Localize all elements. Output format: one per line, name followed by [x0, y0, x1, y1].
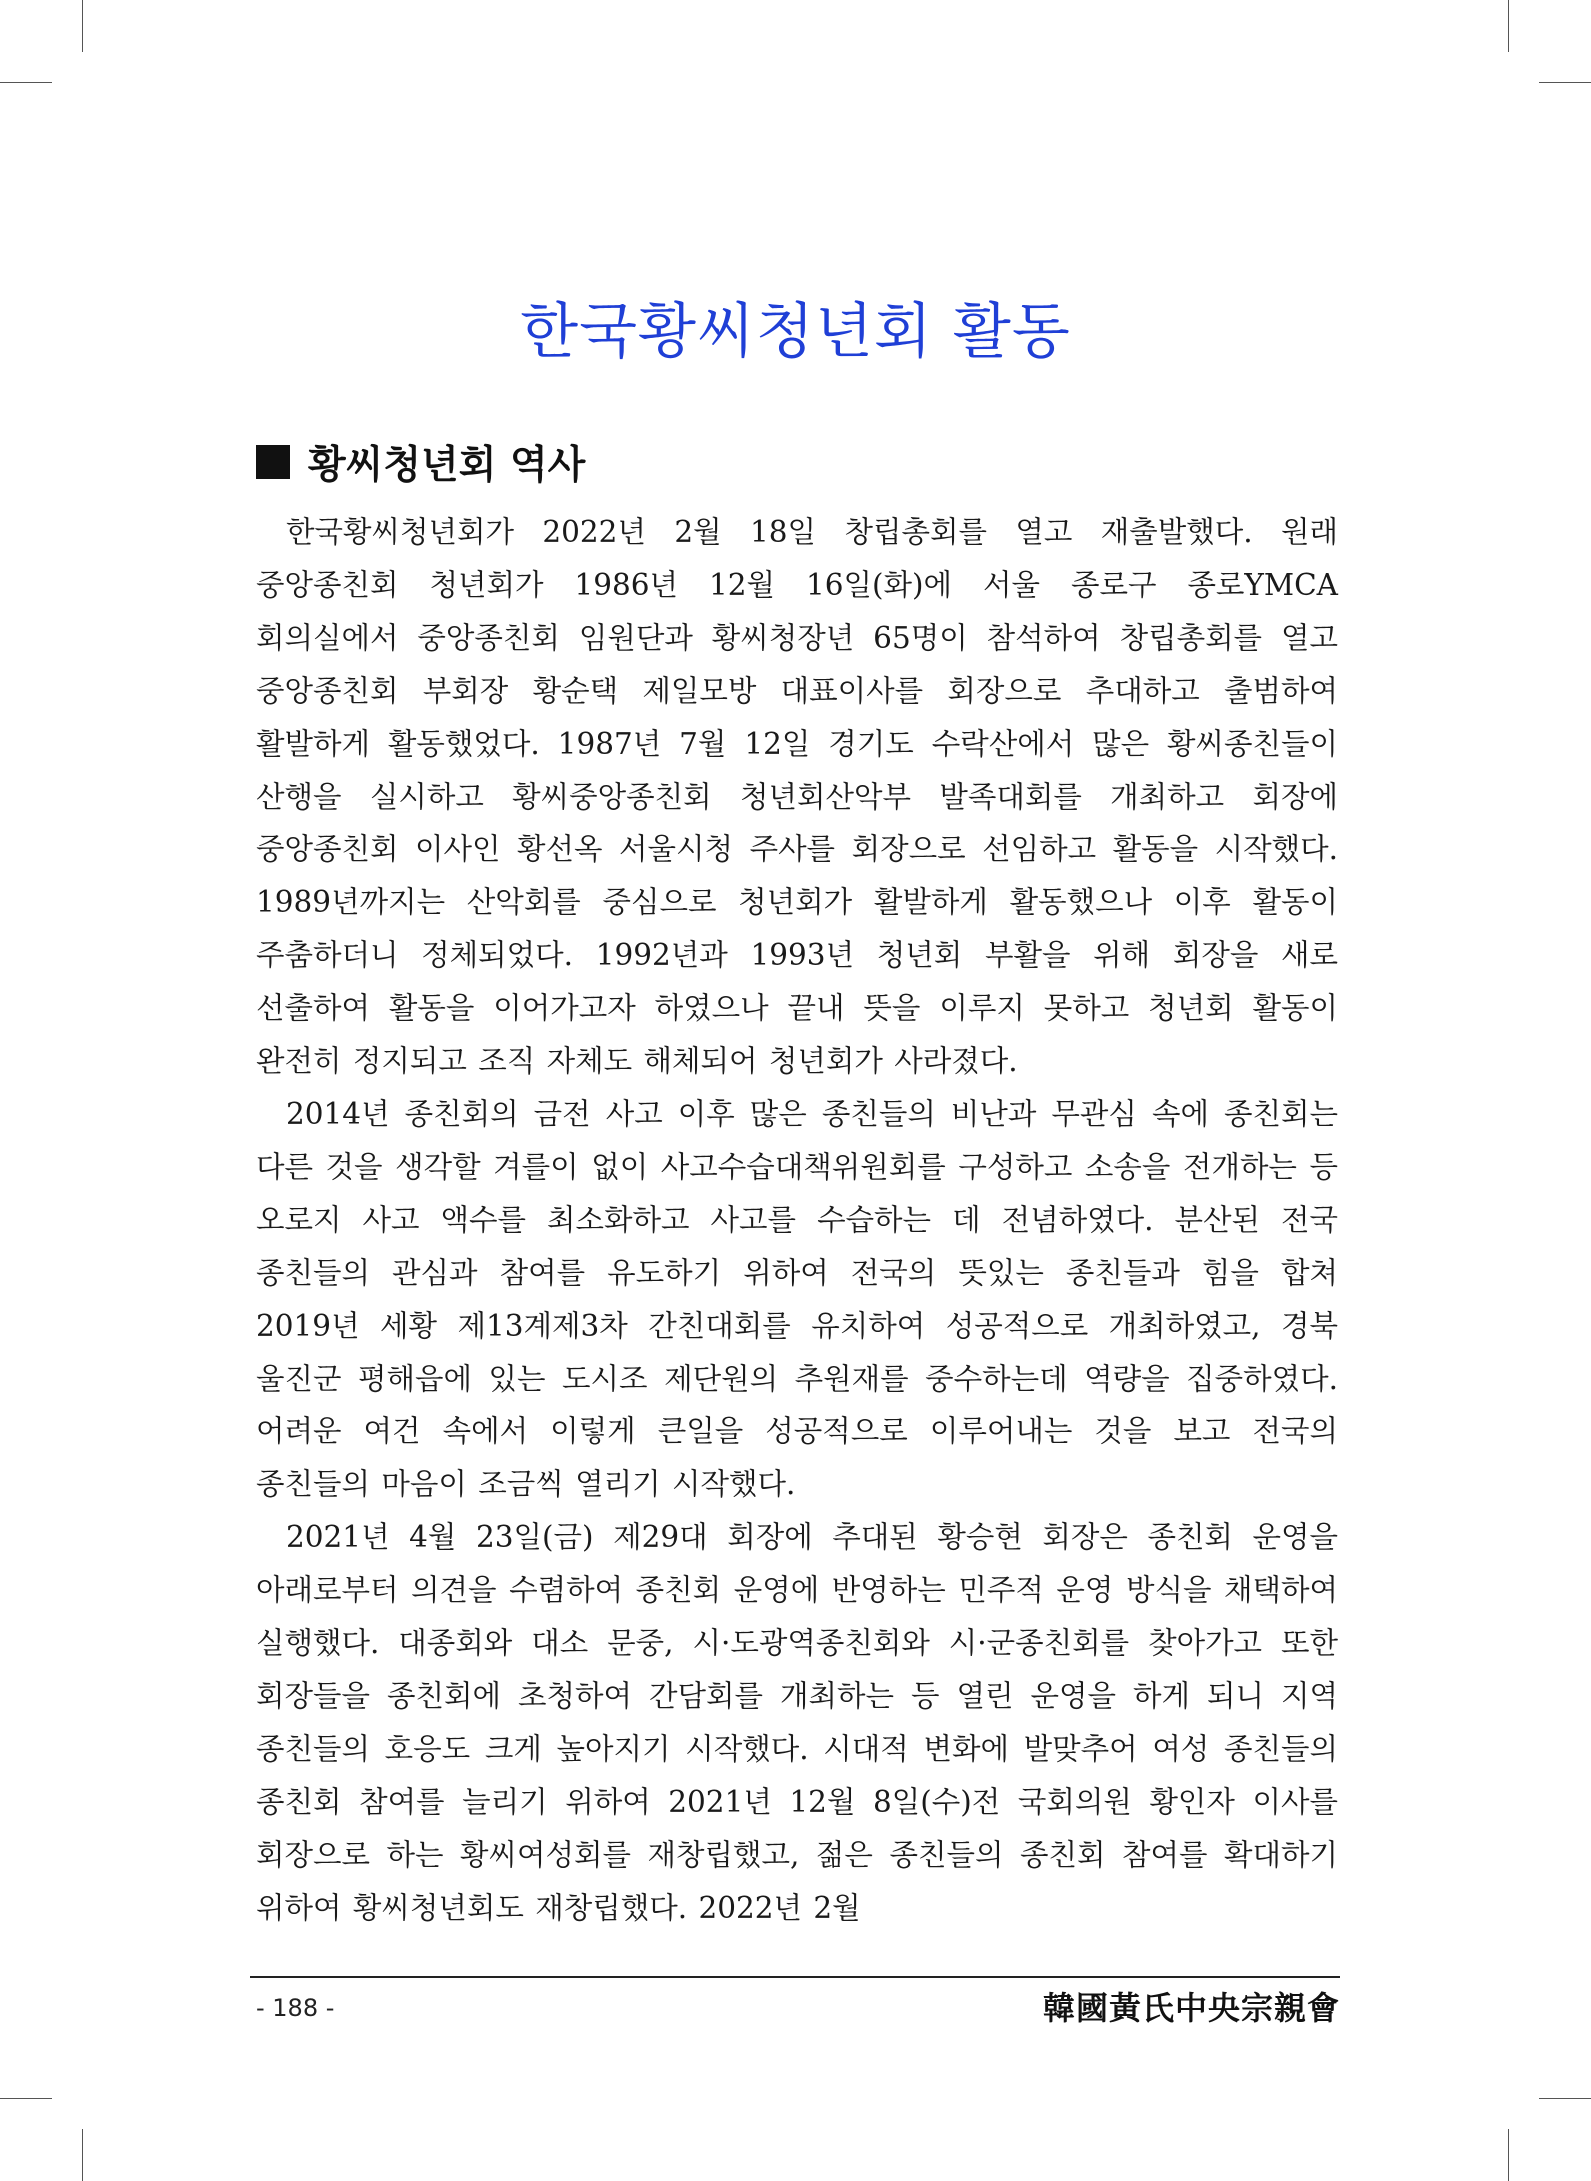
paragraph: 한국황씨청년회가 2022년 2월 18일 창립총회를 열고 재출발했다. 원래 중앙종친회 청년회가 1986년 12월 16일(화)에 서울 종로구 종로YMCA 회의실에서 중앙종친회 임원단과 황씨청장년 65명이 참석하여 창립총회를 열고 중앙종친회 부회장 황순택 제일모방 대표이사를 회장으로 추대하고 출범하여 활발하게 활동했었다. 1987년 7월 12일 경기도 수락산에서 많은 황씨종친들이 산행을 실시하고 황씨중앙종친회 청년회산악부 발족대회를 개최하고 회장에 중앙종친회 이사인 황선옥 서울시청 주사를 회장으로 선임하고 활동을 시작했다. 1989년까지는 산악회를 중심으로 청년회가 활발하게 활동했으나 이후 활동이 주춤하더니 정체되었다. 1992년과 1993년 청년회 부활을 위해 회장을 새로 선출하여 활동을 이어가고자 하였으나 끝내 뜻을 이루지 못하고 청년회 활동이 완전히 정지되고 조직 자체도 해체되어 청년회가 사라졌다. — [256, 515, 1338, 1079]
black-square-icon — [256, 445, 290, 479]
footer-divider — [250, 1976, 1340, 1978]
section-heading — [256, 432, 585, 492]
crop-mark — [1539, 2098, 1591, 2099]
crop-mark — [0, 2098, 52, 2099]
paragraph: 2014년 종친회의 금전 사고 이후 많은 종친들의 비난과 무관심 속에 종친회는 다른 것을 생각할 겨를이 없이 사고수습대책위원회를 구성하고 소송을 전개하는 등 오로지 사고 액수를 최소화하고 사고를 수습하는 데 전념하였다. 분산된 전국 종친들의 관심과 참여를 유도하기 위하여 전국의 뜻있는 종친들과 힘을 합쳐 2019년 세황 제13계제3차 간친대회를 유치하여 성공적으로 개최하였고, 경북 울진군 평해읍에 있는 도시조 제단원의 추원재를 중수하는데 역량을 집중하였다. 어려운 여건 속에서 이렇게 큰일을 성공적으로 이루어내는 것을 보고 전국의 종친들의 마음이 조금씩 열리기 시작했다. — [256, 1096, 1338, 1502]
paragraph: 2021년 4월 23일(금) 제29대 회장에 추대된 황승현 회장은 종친회 운영을 아래로부터 의견을 수렴하여 종친회 운영에 반영하는 민주적 운영 방식을 채택하여 실행했다. 대종회와 대소 문중, 시·도광역종친회와 시·군종친회를 찾아가고 또한 회장들을 종친회에 초청하여 간담회를 개최하는 등 열린 운영을 하게 되니 지역 종친들의 호응도 크게 높아지기 시작했다. 시대적 변화에 발맞추어 여성 종친들의 종친회 참여를 늘리기 위하여 2021년 12월 8일(수)전 국회의원 황인자 이사를 회장으로 하는 황씨여성회를 재창립했고, 젊은 종친들의 종친회 참여를 확대하기 위하여 황씨청년회도 재창립했다. 2022년 2월 — [256, 1520, 1338, 1925]
crop-mark — [1539, 82, 1591, 83]
crop-mark — [0, 82, 52, 83]
page-number: - 188 - — [256, 1994, 335, 2022]
body-text — [256, 506, 1338, 1934]
publisher-name: 韓國黃氏中央宗親會 — [1042, 1989, 1340, 2027]
section-heading-text: 황씨청년회 역사 — [308, 443, 586, 488]
crop-mark — [82, 0, 83, 52]
page-title: 한국황씨청년회 활동 — [520, 297, 1071, 367]
crop-mark — [82, 2129, 83, 2181]
crop-mark — [1508, 2129, 1509, 2181]
crop-mark — [1508, 0, 1509, 52]
